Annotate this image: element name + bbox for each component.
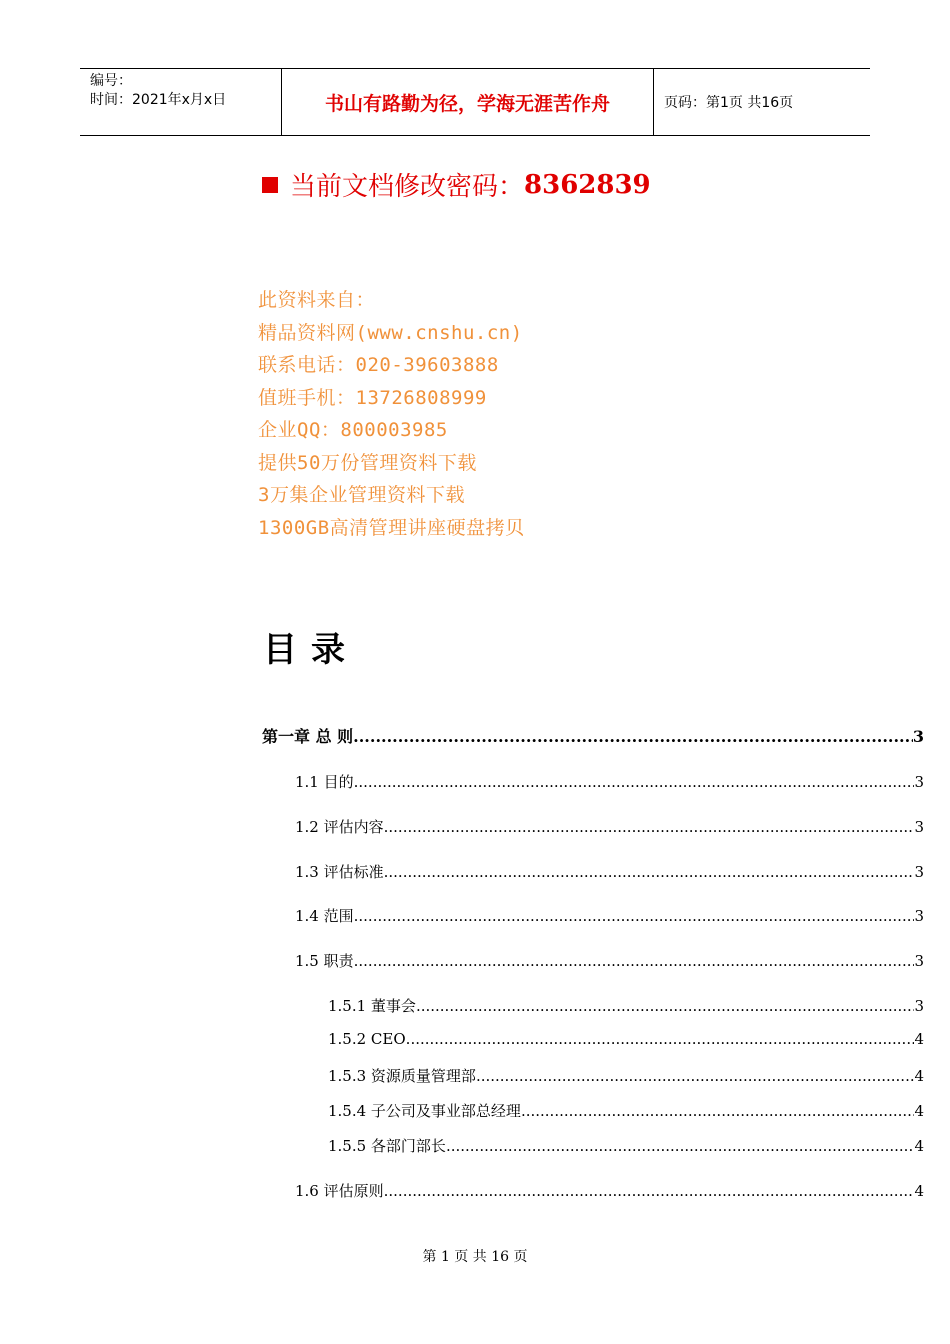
toc-entry-label: 1.1 目的 <box>295 773 354 791</box>
source-line: 联系电话：020-39603888 <box>258 354 499 376</box>
toc-entry-page: 4 <box>914 1030 924 1048</box>
toc-entry-page: 4 <box>914 1137 924 1155</box>
toc-entry-label: 1.6 评估原则 <box>295 1182 384 1200</box>
toc-entry[interactable] <box>295 771 924 792</box>
toc-entry[interactable] <box>262 724 924 747</box>
source-info <box>258 284 525 544</box>
toc-entry[interactable] <box>295 861 924 882</box>
toc-entry-page: 3 <box>914 952 924 970</box>
toc-entry-page: 3 <box>914 907 924 925</box>
toc-entry-page: 3 <box>914 997 924 1015</box>
toc-entry-page: 4 <box>914 1067 924 1085</box>
source-line[interactable]: 精品资料网(www.cnshu.cn) <box>258 321 523 344</box>
source-line: 1300GB高清管理讲座硬盘拷贝 <box>258 516 525 539</box>
toc-entry[interactable] <box>295 816 924 837</box>
source-line: 3万集企业管理资料下载 <box>258 484 465 506</box>
page-footer: 第 1 页 共 16 页 <box>422 1249 528 1265</box>
toc-entry-page: 3 <box>914 863 924 881</box>
page-header <box>80 68 870 136</box>
toc-dot-leader <box>384 863 915 881</box>
toc-dot-leader <box>406 1030 915 1048</box>
password-notice <box>262 166 651 203</box>
toc-entry-label: 1.2 评估内容 <box>295 818 384 836</box>
toc-entry[interactable] <box>328 995 924 1016</box>
toc-entry[interactable] <box>295 905 924 926</box>
toc-entry-page: 4 <box>914 1182 924 1200</box>
toc-entry-label: 1.5.2 CEO <box>328 1030 406 1048</box>
source-line: 企业QQ：800003985 <box>258 419 448 441</box>
source-line: 此资料来自： <box>258 289 376 311</box>
toc-entry[interactable] <box>295 1180 924 1201</box>
toc-dot-leader <box>521 1102 915 1120</box>
toc-entry-page: 3 <box>914 773 924 791</box>
password-label: 当前文档修改密码： <box>290 172 525 202</box>
toc-entry[interactable] <box>328 1100 924 1121</box>
toc-dot-leader <box>354 907 915 925</box>
header-meta <box>80 69 282 135</box>
toc-dot-leader <box>354 773 915 791</box>
toc-dot-leader <box>384 818 915 836</box>
toc-entry[interactable] <box>328 1065 924 1086</box>
toc-entry-page: 3 <box>912 727 924 746</box>
toc-entry[interactable] <box>328 1135 924 1156</box>
toc-entry-label: 1.5.1 董事会 <box>328 997 416 1015</box>
source-line: 提供50万份管理资料下载 <box>258 451 477 474</box>
toc-entry-label: 1.3 评估标准 <box>295 863 384 881</box>
toc-dot-leader <box>416 997 915 1015</box>
toc-entry[interactable] <box>295 950 924 971</box>
toc-entry-page: 3 <box>914 818 924 836</box>
header-time-label: 时间：2021年x月x日 <box>90 92 227 108</box>
header-motto: 书山有路勤为径，学海无涯苦作舟 <box>282 69 654 135</box>
toc-dot-leader <box>354 952 915 970</box>
password-code: 8362839 <box>524 169 651 200</box>
source-line: 值班手机：13726808999 <box>258 386 487 409</box>
toc-entry-label: 1.5.4 子公司及事业部总经理 <box>328 1102 521 1120</box>
toc-entry-label: 1.5.5 各部门部长 <box>328 1137 446 1155</box>
toc-dot-leader <box>384 1182 915 1200</box>
red-square-icon <box>262 177 278 193</box>
toc-dot-leader <box>353 727 913 746</box>
header-page-info: 页码：第1页 共16页 <box>664 95 794 111</box>
header-number-label: 编号： <box>90 73 132 89</box>
toc-entry-label: 第一章 总 则 <box>262 727 354 746</box>
toc-entry-label: 1.4 范围 <box>295 907 354 925</box>
toc-entry-page: 4 <box>914 1102 924 1120</box>
toc-title: 目录 <box>263 630 359 670</box>
toc-dot-leader <box>476 1067 915 1085</box>
toc-entry[interactable] <box>328 1030 924 1048</box>
toc-dot-leader <box>446 1137 915 1155</box>
toc-entry-label: 1.5 职责 <box>295 952 354 970</box>
toc-entry-label: 1.5.3 资源质量管理部 <box>328 1067 476 1085</box>
